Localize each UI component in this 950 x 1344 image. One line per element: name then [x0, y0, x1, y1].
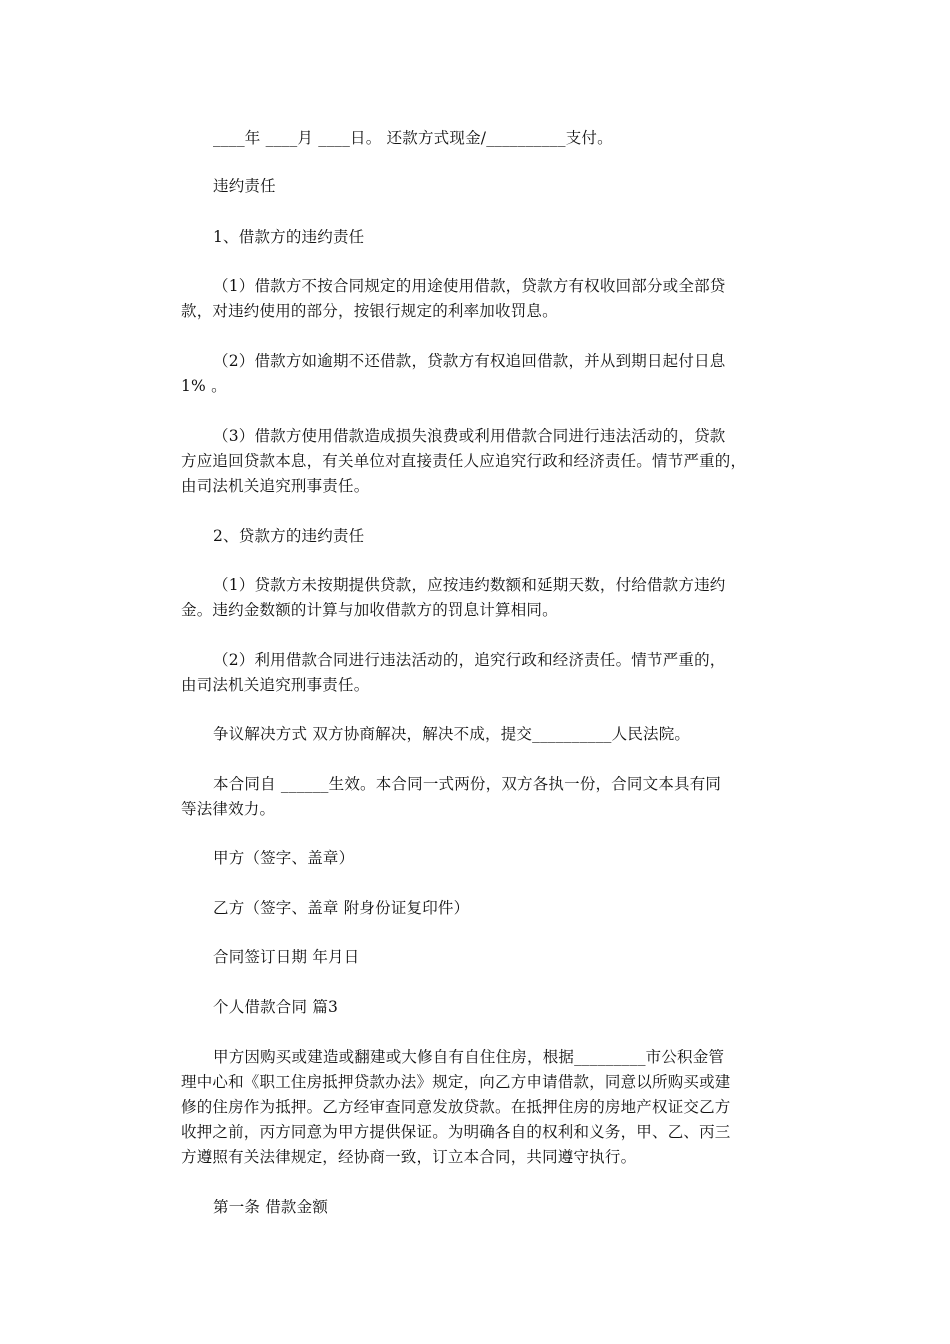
paragraph-line: 甲方因购买或建造或翻建或大修自有自住住房，根据_________市公积金管 [213, 1048, 725, 1066]
subsection-heading-lender-liability: 2、贷款方的违约责任 [213, 527, 365, 545]
paragraph-line: 由司法机关追究刑事责任。 [181, 676, 370, 694]
paragraph-line: 金。违约金数额的计算与加收借款方的罚息计算相同。 [181, 601, 558, 619]
paragraph-line: （2）借款方如逾期不还借款，贷款方有权追回借款，并从到期日起付日息 [213, 352, 726, 370]
paragraph-line: 修的住房作为抵押。乙方经审查同意发放贷款。在抵押住房的房地产权证交乙方 [181, 1098, 731, 1116]
repayment-date-line: ____年 ____月 ____日。 还款方式现金/__________支付。 [213, 129, 613, 147]
paragraph-line: （2）利用借款合同进行违法活动的，追究行政和经济责任。情节严重的， [213, 651, 726, 669]
article-heading-loan-amount: 第一条 借款金额 [213, 1198, 329, 1216]
party-a-signature-line: 甲方（签字、盖章） [213, 849, 355, 867]
signing-date-line: 合同签订日期 年月日 [213, 948, 360, 966]
paragraph-line: 由司法机关追究刑事责任。 [181, 477, 370, 495]
paragraph-line: 收押之前，丙方同意为甲方提供保证。为明确各自的权利和义务，甲、乙、丙三 [181, 1123, 731, 1141]
subsection-heading-borrower-liability: 1、借款方的违约责任 [213, 228, 365, 246]
party-b-signature-line: 乙方（签字、盖章 附身份证复印件） [213, 899, 470, 917]
contract-heading-part3: 个人借款合同 篇3 [213, 998, 339, 1016]
paragraph-line: 本合同自 ______生效。本合同一式两份，双方各执一份，合同文本具有同 [213, 775, 722, 793]
dispute-resolution-line: 争议解决方式 双方协商解决，解决不成，提交__________人民法院。 [213, 725, 691, 743]
paragraph-line: 理中心和《职工住房抵押贷款办法》规定，向乙方申请借款，同意以所购买或建 [181, 1073, 731, 1091]
paragraph-line: （1）贷款方未按期提供贷款，应按违约数额和延期天数，付给借款方违约 [213, 576, 726, 594]
paragraph-line: （3）借款方使用借款造成损失浪费或利用借款合同进行违法活动的，贷款 [213, 427, 726, 445]
paragraph-line: 方遵照有关法律规定，经协商一致，订立本合同，共同遵守执行。 [181, 1148, 637, 1166]
paragraph-line: （1）借款方不按合同规定的用途使用借款，贷款方有权收回部分或全部贷 [213, 277, 726, 295]
paragraph-line: 方应追回贷款本息，有关单位对直接责任人应追究行政和经济责任。情节严重的， [181, 452, 747, 470]
paragraph-line: 1% 。 [181, 377, 227, 395]
paragraph-line: 款，对违约使用的部分，按银行规定的利率加收罚息。 [181, 302, 558, 320]
paragraph-line: 等法律效力。 [181, 800, 276, 818]
section-heading-breach-liability: 违约责任 [213, 177, 276, 195]
